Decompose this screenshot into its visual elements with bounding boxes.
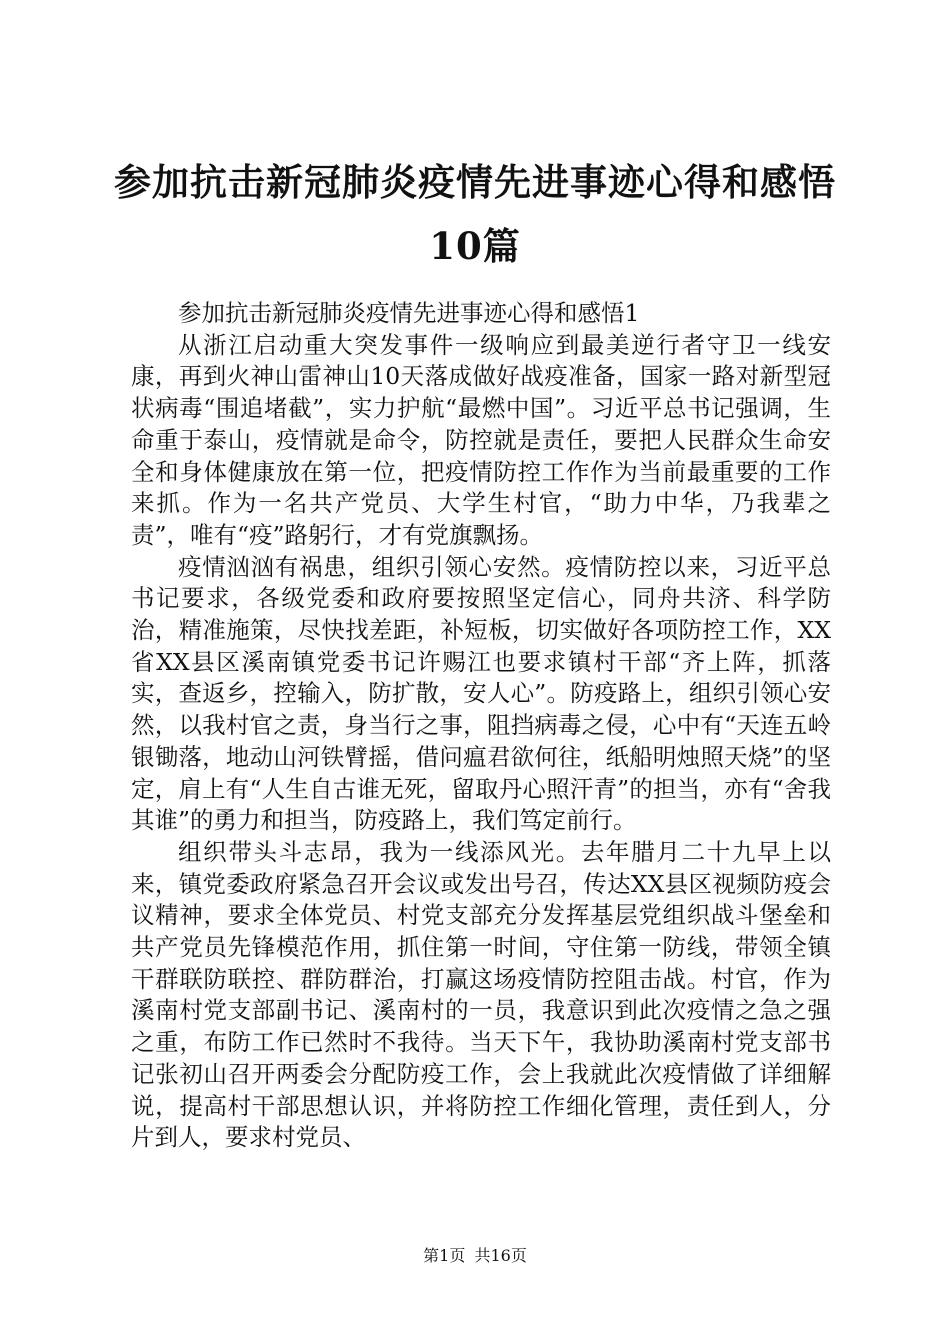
- page-number: 第1页: [423, 1246, 466, 1265]
- page-footer: [0, 1243, 950, 1266]
- paragraph: 组织带头斗志昂，我为一线添风光。去年腊月二十九早上以来，镇党委政府紧急召开会议或发出号召，传达XX县区视频防疫会议精神，要求全体党员、村党支部充分发挥基层党组织战斗堡垒和共产党员先锋模范作用，抓住第一时间，守住第一防线，带领全镇干群联防联控、群防群治，打赢这场疫情防控阻击战。村官，作为溪南村党支部副书记、溪南村的一员，我意识到此次疫情之急之强之重，布防工作已然时不我待。当天下午，我协助溪南村党支部书记张初山召开两委会分配防疫工作，会上我就此次疫情做了详细解说，提高村干部思想认识，并将防控工作细化管理，责任到人，分片到人，要求村党员、: [131, 837, 831, 1152]
- section-heading: 参加抗击新冠肺炎疫情先进事迹心得和感悟1: [178, 299, 640, 327]
- page-total: 共16页: [474, 1246, 527, 1265]
- paragraph: 疫情汹汹有祸患，组织引领心安然。疫情防控以来，习近平总书记要求，各级党委和政府要按照坚定信心，同舟共济、科学防治，精准施策，尽快找差距，补短板，切实做好各项防控工作，XX省XX县区溪南镇党委书记许赐江也要求镇村干部“齐上阵，抓落实，查返乡，控输入，防扩散，安人心”。防疫路上，组织引领心安然，以我村官之责，身当行之事，阻挡病毒之侵，心中有“天连五岭银锄落，地动山河铁臂摇，借问瘟君欲何往，纸船明烛照天烧”的坚定，肩上有“人生自古谁无死，留取丹心照汗青”的担当，亦有“舍我其谁”的勇力和担当，防疫路上，我们笃定前行。: [131, 552, 831, 835]
- document-body: [131, 298, 831, 1154]
- document-title: 参加抗击新冠肺炎疫情先进事迹心得和感悟10篇: [114, 160, 836, 268]
- paragraph: 从浙江启动重大突发事件一级响应到最美逆行者守卫一线安康，再到火神山雷神山10天落成做好战疫准备，国家一路对新型冠状病毒“围追堵截”，实力护航“最燃中国”。习近平总书记强调，生命重于泰山，疫情就是命令，防控就是责任，要把人民群众生命安全和身体健康放在第一位，把疫情防控工作作为当前最重要的工作来抓。作为一名共产党员、大学生村官，“助力中华，乃我辈之责”，唯有“疫”路躬行，才有党旗飘扬。: [131, 330, 831, 549]
